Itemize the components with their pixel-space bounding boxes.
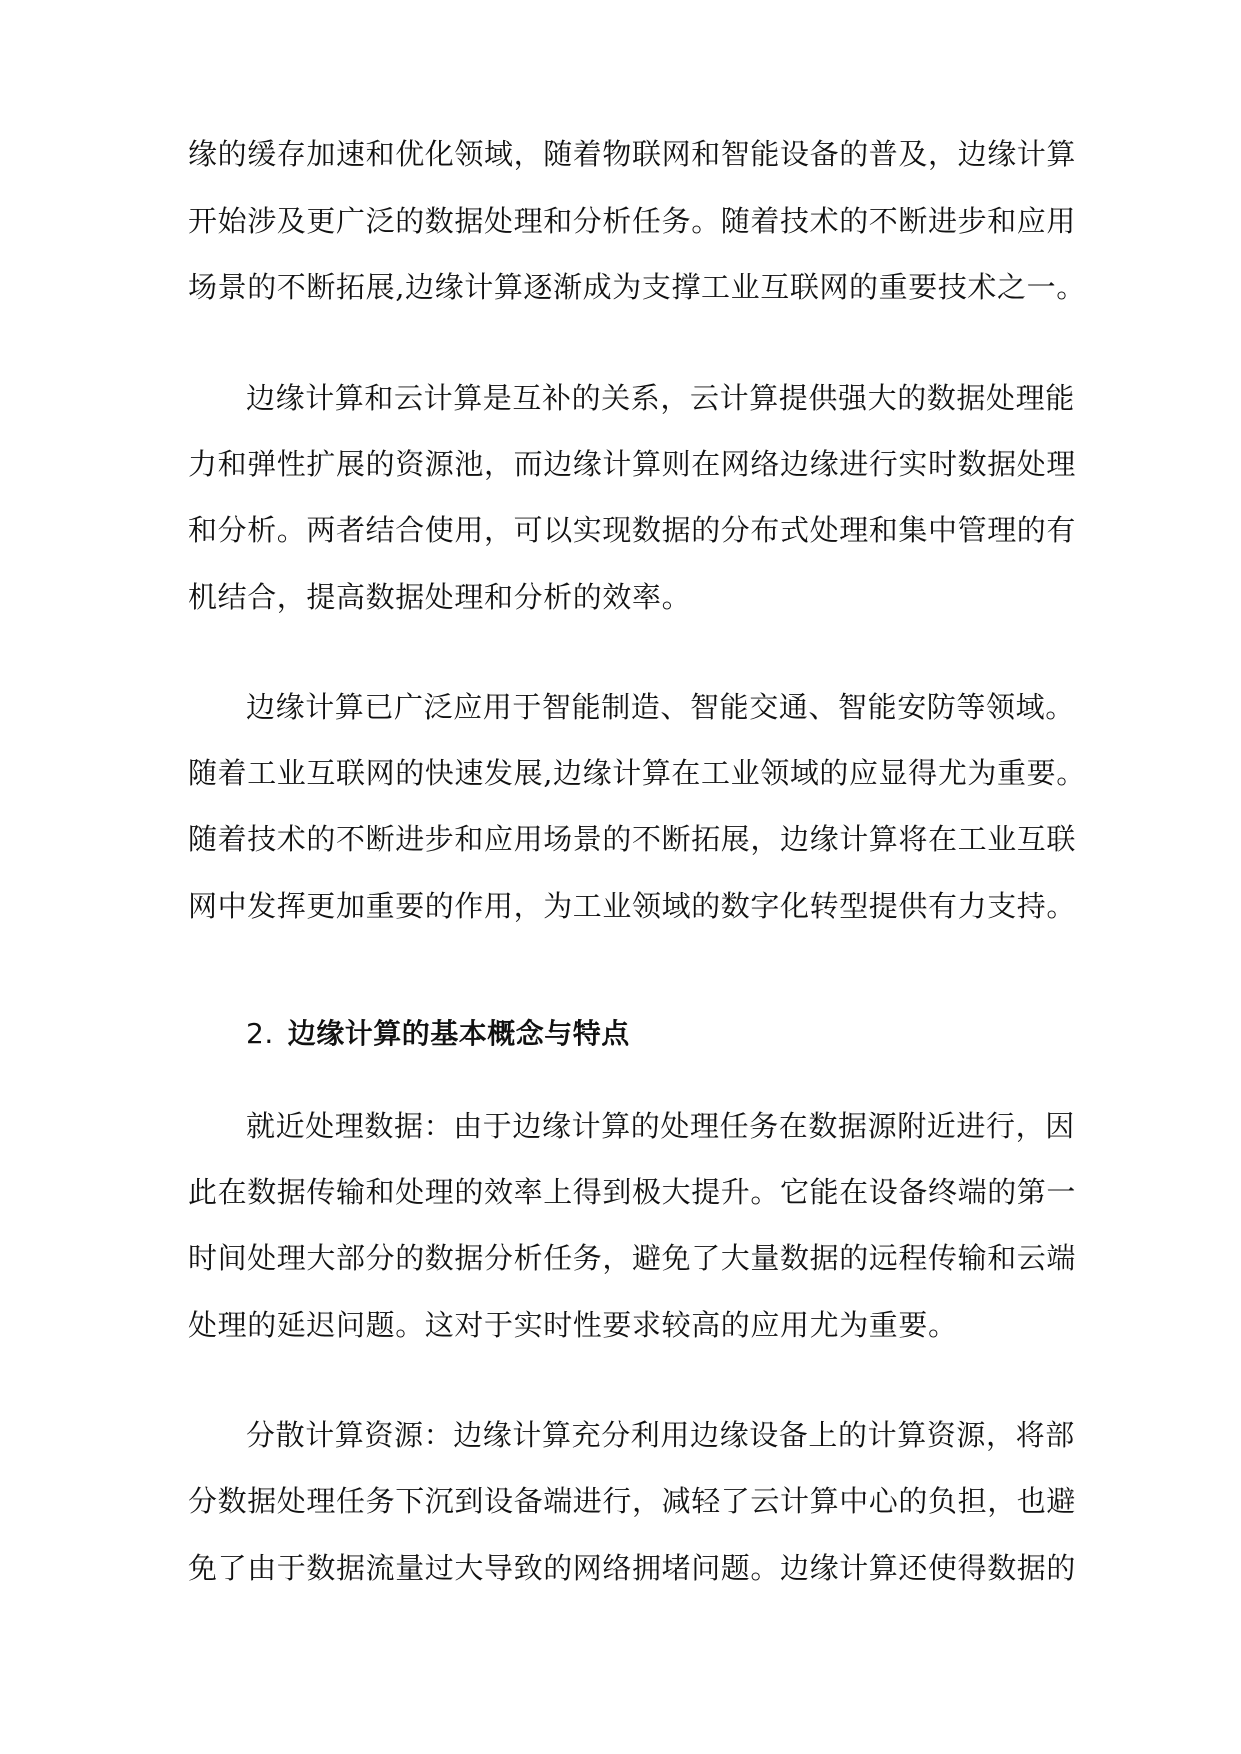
paragraph-1-line-1: 缘的缓存加速和优化领域，随着物联网和智能设备的普及，边缘计算 — [188, 137, 1077, 171]
paragraph-1-line-3: 场景的不断拓展,边缘计算逐渐成为支撑工业互联网的重要技术之一。 — [188, 270, 1086, 304]
paragraph-3-line-2: 随着工业互联网的快速发展,边缘计算在工业领域的应显得尤为重要。 — [188, 756, 1086, 790]
paragraph-5-line-2: 分数据处理任务下沉到设备端进行，减轻了云计算中心的负担，也避 — [188, 1484, 1077, 1518]
paragraph-4-line-1: 就近处理数据：由于边缘计算的处理任务在数据源附近进行，因 — [246, 1109, 1075, 1143]
paragraph-3-line-1: 边缘计算已广泛应用于智能制造、智能交通、智能安防等领域。 — [246, 690, 1075, 724]
paragraph-4-line-2: 此在数据传输和处理的效率上得到极大提升。它能在设备终端的第一 — [188, 1175, 1077, 1209]
paragraph-5-line-1: 分散计算资源：边缘计算充分利用边缘设备上的计算资源，将部 — [246, 1418, 1075, 1452]
section-title: 边缘计算的基本概念与特点 — [287, 1017, 630, 1050]
section-heading — [246, 1014, 630, 1054]
paragraph-3-line-4: 网中发挥更加重要的作用，为工业领域的数字化转型提供有力支持。 — [188, 889, 1077, 923]
paragraph-2-line-4: 机结合，提高数据处理和分析的效率。 — [188, 580, 692, 614]
paragraph-2-line-2: 力和弹性扩展的资源池，而边缘计算则在网络边缘进行实时数据处理 — [188, 447, 1077, 481]
paragraph-4-line-3: 时间处理大部分的数据分析任务，避免了大量数据的远程传输和云端 — [188, 1241, 1077, 1275]
paragraph-4-line-4: 处理的延迟问题。这对于实时性要求较高的应用尤为重要。 — [188, 1308, 958, 1342]
paragraph-5-line-3: 免了由于数据流量过大导致的网络拥堵问题。边缘计算还使得数据的 — [188, 1551, 1077, 1585]
paragraph-1-line-2: 开始涉及更广泛的数据处理和分析任务。随着技术的不断进步和应用 — [188, 204, 1077, 238]
section-number: 2. — [246, 1017, 274, 1050]
paragraph-3-line-3: 随着技术的不断进步和应用场景的不断拓展，边缘计算将在工业互联 — [188, 822, 1077, 856]
paragraph-2-line-3: 和分析。两者结合使用，可以实现数据的分布式处理和集中管理的有 — [188, 513, 1077, 547]
paragraph-2-line-1: 边缘计算和云计算是互补的关系，云计算提供强大的数据处理能 — [246, 381, 1075, 415]
